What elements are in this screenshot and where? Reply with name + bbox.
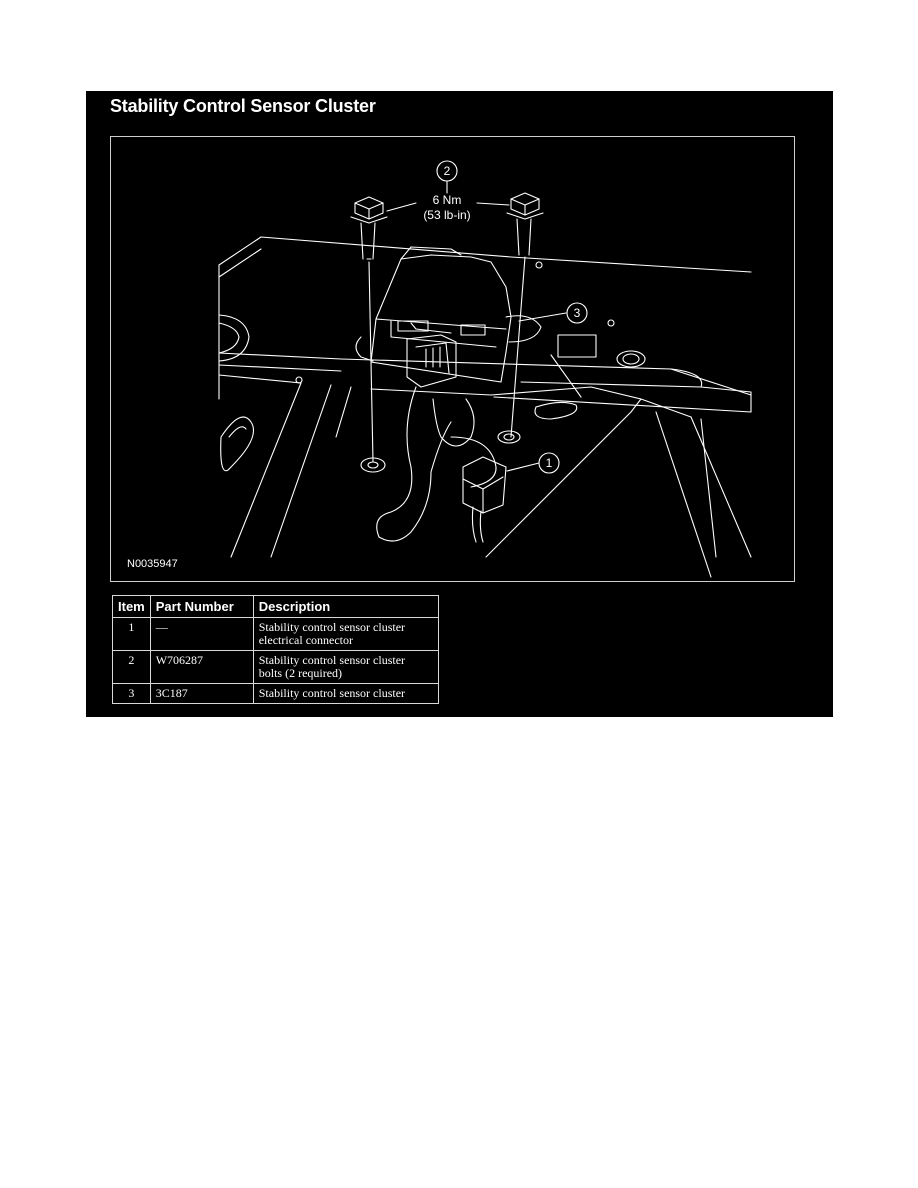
page-title: Stability Control Sensor Cluster [110, 96, 376, 116]
table-header-row [113, 596, 439, 618]
table-row [113, 651, 439, 684]
description-line: Stability control sensor cluster [258, 620, 406, 634]
part-number-cell: — [150, 618, 253, 651]
torque-spec-label [411, 193, 483, 223]
description-line: Stability control sensor cluster [258, 686, 406, 700]
description-line: electrical connector [258, 633, 354, 647]
figure-panel [86, 91, 833, 717]
table-row [113, 684, 439, 704]
illustration [110, 136, 795, 582]
description-line: Stability control sensor cluster [258, 653, 406, 667]
item-cell: 1 [113, 618, 151, 651]
item-cell: 3 [113, 684, 151, 704]
header-part-number: Part Number [150, 596, 253, 618]
description-cell [253, 684, 438, 704]
description-cell [253, 651, 438, 684]
table-row [113, 618, 439, 651]
callout-1-number: 1 [545, 456, 553, 470]
torque-nm: 6 Nm [432, 193, 462, 207]
parts-table [112, 595, 439, 704]
header-item: Item [113, 596, 151, 618]
figure-id: N0035947 [127, 558, 178, 570]
header-description: Description [253, 596, 438, 618]
part-number-cell: W706287 [150, 651, 253, 684]
description-cell [253, 618, 438, 651]
callout-3-number: 3 [573, 306, 581, 320]
description-line: bolts (2 required) [258, 666, 343, 680]
callout-2-number: 2 [443, 164, 451, 178]
torque-lbin: (53 lb-in) [423, 208, 471, 222]
part-number-cell: 3C187 [150, 684, 253, 704]
item-cell: 2 [113, 651, 151, 684]
